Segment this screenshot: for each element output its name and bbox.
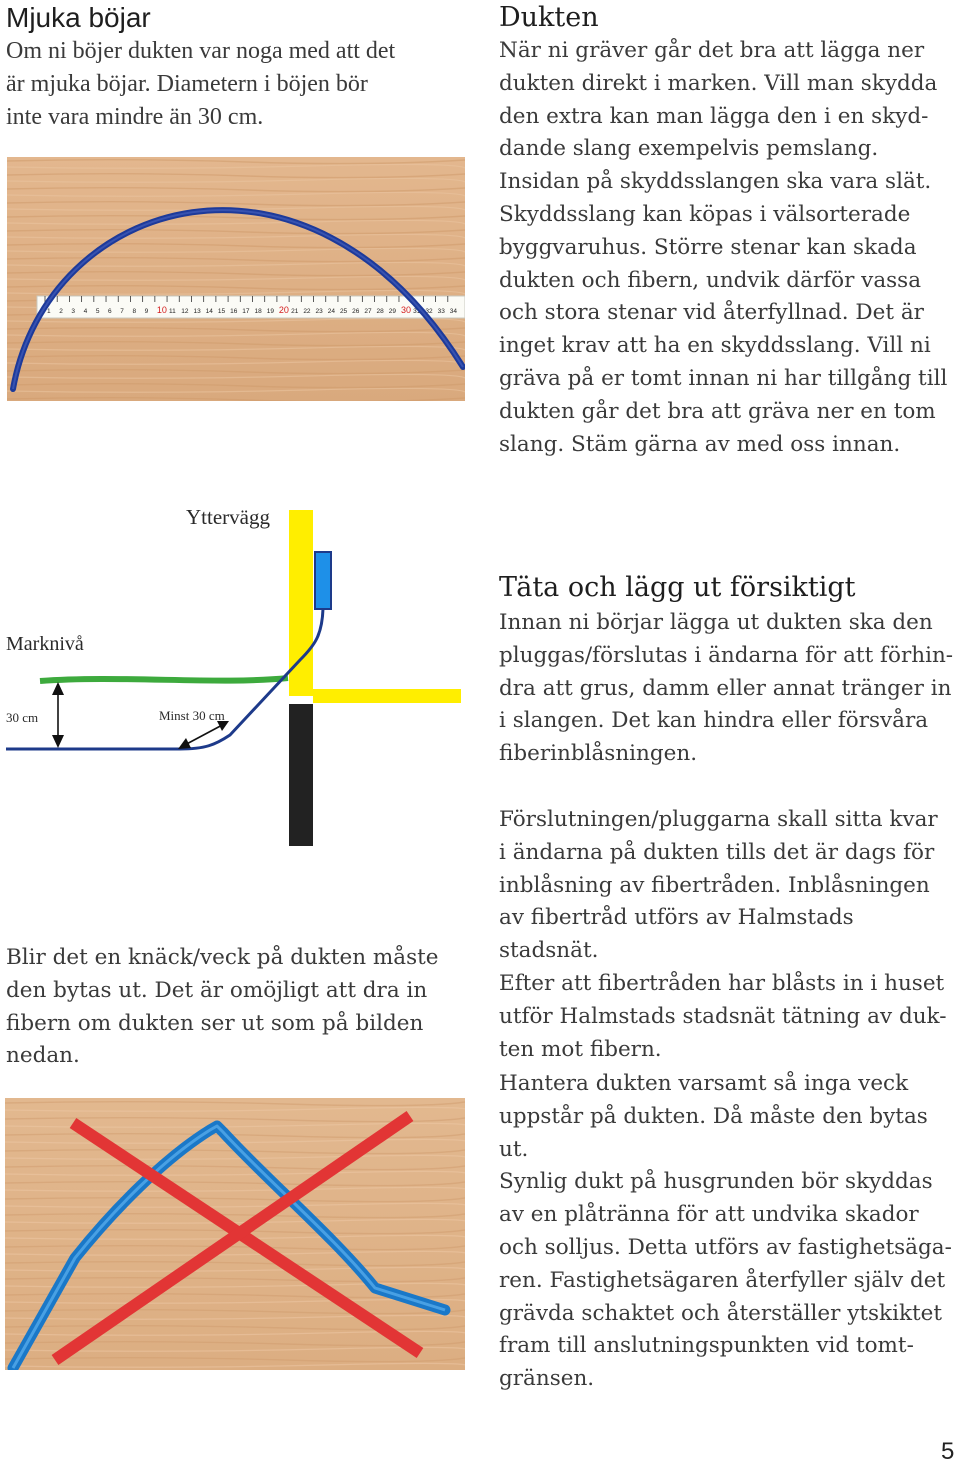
text-line: Efter att fibertråden har blåsts in i huset [499,970,945,996]
ruler-number: 1 [47,308,51,315]
text-line: byggvaruhus. Större stenar kan skada [499,234,917,260]
text-line: inte vara mindre än 30 cm. [6,103,264,130]
label-depth: 30 cm [6,710,39,725]
ruler-number: 32 [425,308,433,315]
knack-text [6,942,476,1073]
text-line: gräva på er tomt innan ni har tillgång till [499,365,948,391]
ruler-number: 3 [71,308,76,315]
min-arrow [178,721,229,749]
ruler [37,296,465,318]
photo-bent-duct [7,157,465,401]
text-line: Blir det en knäck/veck på dukten måste [6,945,439,970]
ruler-number: 11 [169,308,176,315]
foundation [289,704,313,846]
text-line: slang. Stäm gärna av med oss innan. [499,431,901,457]
label-min-depth: Minst 30 cm [159,708,225,723]
text-line: dukten går det bra att gräva ner en tom [499,398,936,424]
text-line: gränsen. [499,1366,595,1392]
text-line: dukten och fibern, undvik därför vassa [499,267,922,293]
ruler-number: 5 [95,308,100,315]
text-line: uppstår på dukten. Då måste den bytas ut. [499,1103,928,1162]
ruler-number: 27 [364,308,372,315]
text-line: är mjuka böjar. Diametern i böjen bör [6,70,368,97]
ruler-number: 6 [108,308,112,315]
text-line: dra att grus, damm eller annat tränger in [499,675,952,701]
text-line: fram till anslutningspunkten vid tomt- [499,1333,914,1359]
ruler-number: 2 [59,308,63,315]
ruler-number: 8 [132,308,137,315]
text-line: och solljus. Detta utförs av fastighetsäga- [499,1234,952,1260]
label-markniva: Marknivå [6,633,84,655]
text-line: och stora stenar vid återfyllnad. Det är [499,300,924,326]
ruler-number: 16 [230,308,238,315]
dukten-text [499,35,959,461]
ground-line [40,678,288,681]
ruler-number: 20 [278,305,289,315]
text-line: nedan. [6,1043,80,1069]
text-line: av fibertråd utförs av Halmstads stadsnät. [499,905,854,964]
ruler-number: 31 [413,308,421,315]
text-line: inget krav att ha en skyddsslang. Vill ni [499,333,931,359]
text-line: i ändarna på dukten tills det är dags för [499,839,935,865]
text-line: i slangen. Det kan hindra eller försvåra [499,708,929,734]
installation-diagram [0,495,470,855]
ruler-number: 24 [327,308,335,315]
mjuka-bojar-text [6,35,476,133]
ruler-number: 29 [388,308,396,315]
heading-dukten: Dukten [499,2,599,33]
ruler-number: 13 [193,308,201,315]
text-line: fibern om dukten ser ut som på bilden [6,1010,424,1036]
floor-slab [313,689,461,703]
text-line: inblåsning av fibertråden. Inblåsningen [499,872,930,898]
ruler-number: 10 [156,305,167,315]
ruler-number: 15 [217,308,226,315]
text-line: dande slang exempelvis pemslang. [499,136,879,162]
text-line: pluggas/förslutas i ändarna för att förhin- [499,642,954,668]
ruler-number: 17 [242,308,250,315]
text-line: Innan ni börjar lägga ut dukten ska den [499,610,933,635]
ruler-number: 9 [144,308,149,315]
text-line: Om ni böjer dukten var noga med att det [6,38,396,64]
text-line: utför Halmstads stadsnät tätning av duk- [499,1003,947,1029]
ruler-number: 30 [400,305,411,315]
ruler-number: 18 [254,308,262,315]
heading-mjuka-bojar: Mjuka böjar [6,2,151,33]
ruler-number: 23 [315,308,323,315]
text-line: ren. Fastighetsägaren återfyller själv det [499,1267,946,1293]
ruler-number: 12 [181,308,189,315]
ruler-number: 25 [339,308,348,315]
label-yttervagg: Yttervägg [186,505,270,529]
text-line: ten mot fibern. [499,1036,662,1062]
text-line: Skyddsslang kan köpas i välsorterade [499,201,911,227]
text-line: Insidan på skyddsslangen ska vara slät. [499,169,932,195]
ruler-number: 4 [83,308,88,315]
ruler-number: 26 [352,308,360,315]
heading-tata: Täta och lägg ut försiktigt [499,572,856,603]
ruler-number: 21 [291,308,299,315]
text-line: Hantera dukten varsamt så inga veck [499,1071,909,1096]
tata-paragraph-2 [499,804,959,1066]
ruler-number: 22 [303,308,311,315]
connection-box [315,552,331,609]
text-line: den bytas ut. Det är omöjligt att dra in [6,977,428,1003]
ruler-number: 28 [376,308,384,315]
ruler-number: 34 [449,308,458,315]
ruler-number: 33 [437,308,445,315]
text-line: den extra kan man lägga den i en skyd- [499,103,929,129]
tata-paragraph-3 [499,1068,959,1396]
text-line: av en plåtränna för att undvika skador [499,1202,919,1228]
text-line: grävda schaktet och återställer ytskiktet [499,1300,942,1326]
text-line: Synlig dukt på husgrunden bör skyddas [499,1169,933,1195]
tata-paragraph-1 [499,607,959,771]
text-line: När ni gräver går det bra att lägga ner [499,38,925,63]
page-number: 5 [941,1438,955,1465]
depth-arrow [52,682,64,748]
ruler-number: 19 [266,308,274,315]
text-line: dukten direkt i marken. Vill man skydda [499,70,938,96]
text-line: fiberinblåsningen. [499,741,698,767]
text-line: Förslutningen/pluggarna skall sitta kvar [499,807,938,832]
ruler-number: 7 [120,308,124,315]
photo-kinked-duct [5,1098,465,1370]
ruler-number: 14 [205,308,213,315]
